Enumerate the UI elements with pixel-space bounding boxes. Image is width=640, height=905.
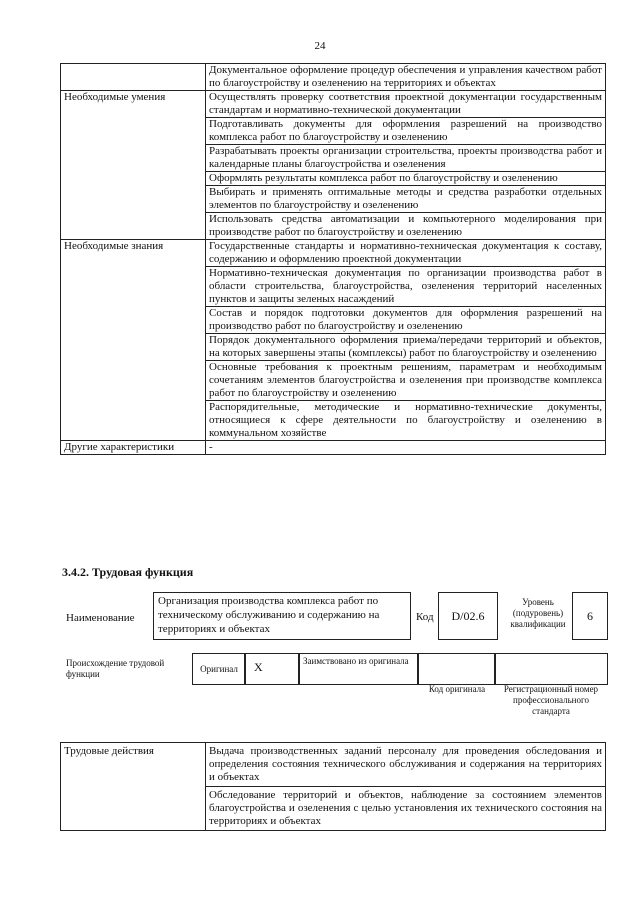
level-value: 6: [587, 609, 593, 623]
labor-action-item: Выдача производственных заданий персоналу для проведения обследования и определения состояния технического обслуживания и содержания на территориях и объектах: [206, 743, 606, 787]
knowledge-item: Состав и порядок подготовки документов для оформления разрешений на производство работ по благоустройству и озеленению: [206, 307, 606, 334]
table-row: [61, 240, 606, 267]
name-value: Организация производства комплекса работ по техническому обслуживанию и содержанию на территориях и объектах: [158, 595, 380, 635]
labor-actions-label: Трудовые действия: [61, 743, 206, 831]
borrowed-label: Заимствовано из оригинала: [303, 656, 409, 666]
table-row: [61, 441, 606, 455]
code-label: Код: [416, 611, 434, 623]
requirement-text: Документальное оформление процедур обеспечения и управления качеством работ по благоустройству и озеленению на территориях и объектах: [206, 64, 606, 91]
knowledge-item: Нормативно-техническая документация по организации производства работ в области строительства, благоустройства, озеленения территорий населенных пунктов и защиты зеленых насаждений: [206, 267, 606, 307]
page-number: 24: [314, 40, 326, 52]
knowledge-label: Необходимые знания: [61, 240, 206, 441]
borrowed-box: [298, 653, 419, 685]
knowledge-item: Распорядительные, методические и нормативно-технические документы, относящиеся к сфере деятельности по благоустройству и озеленению в коммунальном хозяйстве: [206, 401, 606, 441]
code-box: [438, 592, 498, 640]
table-row: [61, 91, 606, 118]
reg-number-label: Регистрационный номер профессионального стандарта: [503, 684, 599, 716]
empty-label-cell: [61, 64, 206, 91]
knowledge-item: Основные требования к проектным решениям, параметрам и необходимым сочетаниям элементов благоустройства и озеленения при производстве комплекса работ по благоустройству и озеленению: [206, 361, 606, 401]
section-title: 3.4.2. Трудовая функция: [62, 565, 194, 579]
level-label: Уровень (подуровень) квалификации: [510, 597, 566, 629]
other-value: -: [206, 441, 606, 455]
code-value: D/02.6: [451, 609, 485, 623]
original-mark-box: [244, 653, 300, 685]
original-mark: X: [254, 660, 263, 674]
original-label-box: [192, 653, 246, 685]
skill-item: Выбирать и применять оптимальные методы и средства разработки отдельных элементов по благоустройству и озеленению: [206, 186, 606, 213]
level-box: [572, 592, 608, 640]
origin-label: Происхождение трудовой функции: [66, 658, 165, 679]
other-label: Другие характеристики: [61, 441, 206, 455]
code-original-label: Код оригинала: [428, 684, 486, 694]
knowledge-item: Порядок документального оформления приема/передачи территорий и объектов, на которых завершены этапы (комплексы) работ по благоустройству и озеленению: [206, 334, 606, 361]
table-row: [61, 64, 606, 91]
table-row: [61, 743, 606, 787]
requirements-table: [60, 63, 606, 455]
name-value-box: [153, 592, 411, 640]
name-label: Наименование: [66, 612, 135, 624]
labor-action-item: Обследование территорий и объектов, наблюдение за состоянием элементов благоустройства и озеленения с целью установления их технического состояния на территориях и объектах: [206, 787, 606, 831]
skills-label: Необходимые умения: [61, 91, 206, 240]
skill-item: Осуществлять проверку соответствия проектной документации государственным стандартам и нормативно-технической документации: [206, 91, 606, 118]
labor-actions-table: [60, 742, 606, 831]
original-label: Оригинал: [200, 664, 238, 674]
code-original-box: [417, 653, 496, 685]
skill-item: Разрабатывать проекты организации строительства, проекты производства работ и календарные планы благоустройства и озеленения: [206, 145, 606, 172]
reg-number-box: [494, 653, 608, 685]
skill-item: Использовать средства автоматизации и компьютерного моделирования при производстве работ по благоустройству и озеленению: [206, 213, 606, 240]
skill-item: Подготавливать документы для оформления разрешений на производство комплекса работ по благоустройству и озеленению: [206, 118, 606, 145]
skill-item: Оформлять результаты комплекса работ по благоустройству и озеленению: [206, 172, 606, 186]
knowledge-item: Государственные стандарты и нормативно-техническая документация к составу, содержанию и оформлению проектной документации: [206, 240, 606, 267]
